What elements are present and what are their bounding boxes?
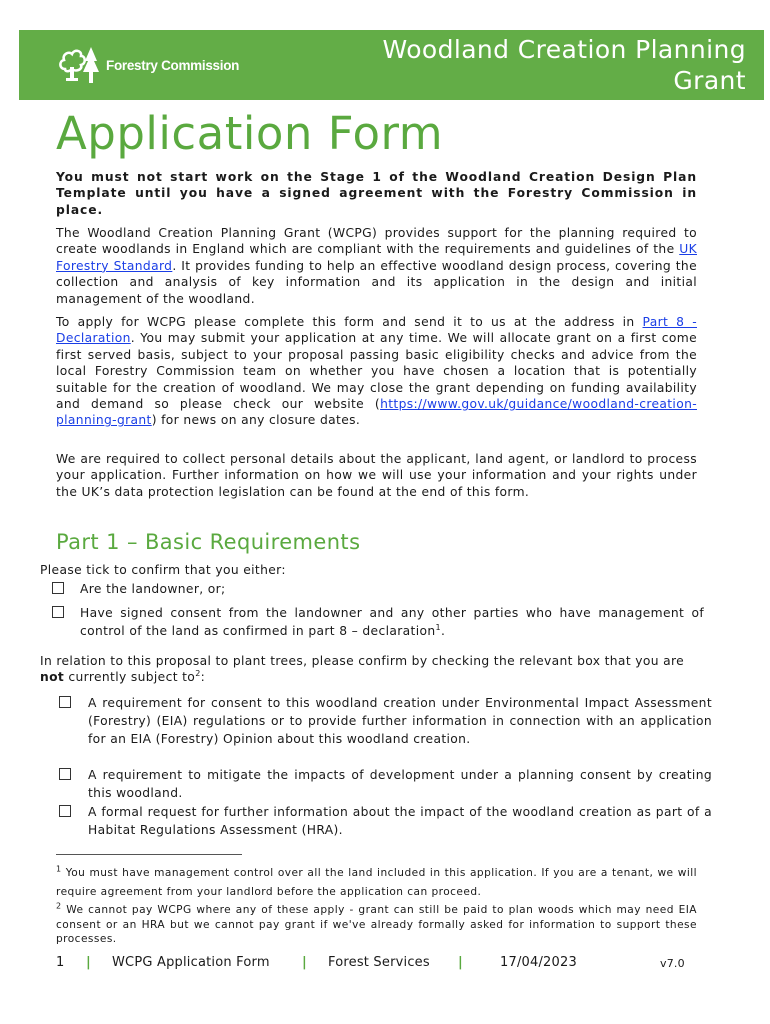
text: In relation to this proposal to plant trees, please confirm by checking the relevant box that you are bbox=[40, 654, 685, 668]
footer-separator: | bbox=[86, 955, 91, 970]
checkbox-option-planning-mitigation[interactable] bbox=[59, 766, 712, 802]
checkbox-option-hra[interactable] bbox=[59, 803, 712, 839]
checkbox-label: A requirement to mitigate the impacts of development under a planning consent by creating this woodland. bbox=[88, 768, 712, 800]
checkbox-option-eia[interactable] bbox=[59, 694, 712, 748]
page-number: 1 bbox=[56, 955, 65, 970]
checkbox[interactable] bbox=[59, 805, 71, 817]
footnote-1 bbox=[56, 864, 697, 902]
footnote-ref: 1 bbox=[435, 622, 441, 632]
text: The Woodland Creation Planning Grant (WCPG) provides support for the planning required to create woodlands in England which are compliant with the requirements and guidelines of the bbox=[56, 226, 697, 257]
text: . You may submit your application at any time. We will allocate grant on a first come first served basis, subject to your proposal passing basic eligibility checks and advice from the local Forestry Commission team on whether you have chosen a location that is potentially suitable for the creation of woodland. We may close the grant depending on funding availability and demand so please check our website ( bbox=[56, 331, 697, 412]
document-series-title bbox=[383, 34, 746, 96]
footer-separator: | bbox=[302, 955, 307, 970]
text: Have signed consent from the landowner and any other parties who have management of control of the land as confirmed in part 8 – declaration bbox=[80, 606, 704, 638]
intro-paragraph bbox=[56, 225, 697, 307]
part1-heading: Part 1 – Basic Requirements bbox=[56, 530, 361, 554]
logo-text: Forestry Commission bbox=[106, 57, 240, 73]
emphasis: not bbox=[40, 670, 65, 685]
part1-intro: Please tick to confirm that you either: bbox=[40, 563, 286, 577]
part-8-declaration-link[interactable]: Part 8 - Declaration bbox=[56, 315, 697, 346]
footnote-text: You must have management control over all the land included in this application. If you are a tenant, we will require agreement from your landlord before the application can proceed. bbox=[56, 867, 697, 898]
text: ) for news on any closure dates. bbox=[151, 413, 361, 428]
footnote-text: We cannot pay WCPG where any of these apply - grant can still be paid to plan woods which may need EIA consent or an HRA but we cannot pay grant if we've already formally asked for information to support these processes. bbox=[56, 904, 697, 945]
gov-uk-website-link[interactable]: https://www.gov.uk/guidance/woodland-creation-planning-grant bbox=[56, 397, 697, 428]
text: To apply for WCPG please complete this form and send it to us at the address in bbox=[56, 315, 643, 329]
uk-forestry-standard-link[interactable]: UK Forestry Standard bbox=[56, 242, 697, 273]
footnote-number: 1 bbox=[56, 864, 62, 874]
checkbox-label: A formal request for further information about the impact of the woodland creation as part of a Habitat Regulations Assessment (HRA). bbox=[88, 805, 712, 837]
footer-version: v7.0 bbox=[660, 957, 685, 970]
warning-notice: You must not start work on the Stage 1 of the Woodland Creation Design Plan Template until you have a signed agreement with the Forestry Commission in place. bbox=[56, 170, 697, 217]
checkbox-label bbox=[80, 604, 704, 640]
checkbox[interactable] bbox=[59, 696, 71, 708]
tree-logo-icon bbox=[57, 45, 103, 85]
checkbox[interactable] bbox=[59, 768, 71, 780]
footnote-2 bbox=[56, 903, 697, 947]
text: : bbox=[200, 670, 206, 685]
checkbox-label: Are the landowner, or; bbox=[80, 582, 226, 596]
footer-doc-name: WCPG Application Form bbox=[112, 955, 270, 970]
checkbox-option-signed-consent[interactable] bbox=[52, 604, 704, 640]
title-line-2: Grant bbox=[673, 66, 746, 95]
title-line-1: Woodland Creation Planning bbox=[382, 35, 746, 64]
checkbox-label: A requirement for consent to this woodland creation under Environmental Impact Assessment (Forestry) (EIA) regulations or to provide further information in connection with an application for an EIA (Forestry) Opinion about this woodland creation. bbox=[88, 696, 712, 746]
checkbox[interactable] bbox=[52, 606, 64, 618]
footer-date: 17/04/2023 bbox=[500, 955, 577, 970]
footnote-ref: 2 bbox=[195, 669, 201, 679]
text: . bbox=[440, 624, 446, 638]
data-protection-paragraph: We are required to collect personal details about the applicant, land agent, or landlord to process your application. Further information on how we will use your information and your rights under the UK’s data protection legislation can be found at the end of this form. bbox=[56, 452, 697, 499]
text: currently subject to bbox=[64, 670, 196, 685]
text: . It provides funding to help an effective woodland design process, covering the collection and analysis of key information and its application in the design and initial management of the woodland. bbox=[56, 258, 697, 306]
forestry-commission-logo bbox=[57, 45, 239, 85]
footer-separator: | bbox=[458, 955, 463, 970]
part1-intro-2 bbox=[40, 653, 703, 686]
footer-department: Forest Services bbox=[328, 955, 430, 970]
page-footer bbox=[56, 955, 706, 973]
checkbox-option-landowner[interactable] bbox=[52, 580, 704, 598]
page-title: Application Form bbox=[56, 107, 444, 160]
apply-paragraph bbox=[56, 314, 697, 429]
header-banner bbox=[19, 30, 764, 100]
footnote-divider bbox=[56, 854, 242, 855]
checkbox[interactable] bbox=[52, 582, 64, 594]
footnote-number: 2 bbox=[56, 901, 62, 911]
